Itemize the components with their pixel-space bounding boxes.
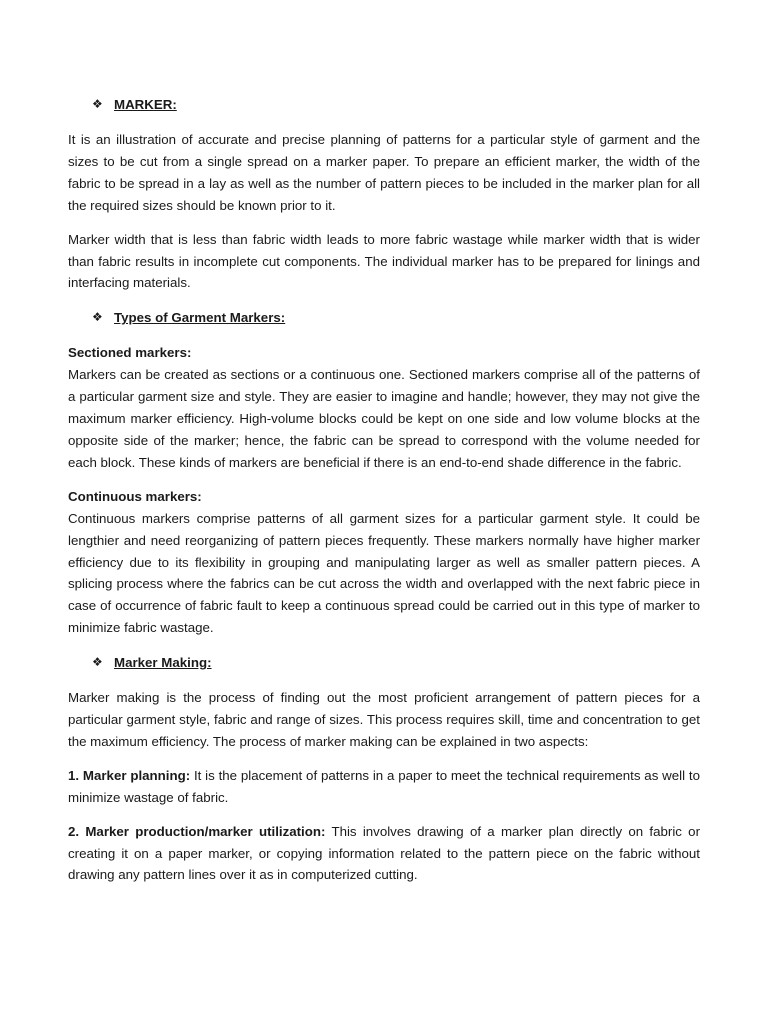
- item-text: It is the placement of patterns in a paper to meet the technical requirements as well to minimize wastage of fabric.: [68, 767, 700, 805]
- subheading-continuous: Continuous markers:: [68, 488, 202, 504]
- section-heading-making: [92, 652, 700, 674]
- heading-text: MARKER:: [114, 97, 177, 113]
- item-text: This involves drawing of a marker plan directly on fabric or creating it on a paper marker, or copying information related to the pattern piece on the fabric without drawing any pattern lines over it as in computerized cutting.: [68, 823, 700, 883]
- paragraph: Markers can be created as sections or a continuous one. Sectioned markers comprise all of the patterns of a particular garment size and style. They are easier to imagine and handle; however, they may not give the maximum marker efficiency. High-volume blocks could be kept on one side and low volume blocks at the opposite side of the marker; hence, the fabric can be spread to correspond with the volume needed for each block. These kinds of markers are beneficial if there is an end-to-end shade difference in the fabric.: [68, 367, 700, 470]
- diamond-bullet-icon: ❖: [92, 655, 103, 670]
- list-item-marker-production: [68, 821, 700, 887]
- item-title: 1. Marker planning:: [68, 767, 191, 783]
- paragraph: It is an illustration of accurate and precise planning of patterns for a particular style of garment and the sizes to be cut from a single spread on a marker paper. To prepare an efficient marker, the width of the fabric to be spread in a lay as well as the number of pattern pieces to be included in the marker plan for all the required sizes should be known prior to it.: [68, 132, 700, 213]
- heading-text: Types of Garment Markers:: [114, 310, 286, 326]
- item-title: 2. Marker production/marker utilization:: [68, 823, 326, 839]
- paragraph: Continuous markers comprise patterns of all garment sizes for a particular garment style. It could be lengthier and need reorganizing of pattern pieces frequently. These markers normally have higher marker efficiency due to its flexibility in grouping and manipulating larger as well as smaller pattern pieces. A splicing process where the fabrics can be cut across the width and overlapped with the next fabric piece in case of occurrence of fabric fault to keep a continuous spread could be carried out in this type of marker to minimize fabric wastage.: [68, 510, 700, 636]
- subheading-sectioned: Sectioned markers:: [68, 345, 192, 361]
- section-heading-types: [92, 307, 700, 329]
- paragraph: Marker width that is less than fabric width leads to more fabric wastage while marker width that is wider than fabric results in incomplete cut components. The individual marker has to be prepared for linings and interfacing materials.: [68, 231, 700, 291]
- heading-text: Marker Making:: [114, 655, 212, 671]
- paragraph: Marker making is the process of finding out the most proficient arrangement of pattern pieces for a particular garment style, fabric and range of sizes. This process requires skill, time and concentration to get the maximum efficiency. The process of marker making can be explained in two aspects:: [68, 690, 700, 749]
- section-heading-marker: [92, 94, 700, 116]
- list-item-marker-planning: [68, 765, 700, 809]
- diamond-bullet-icon: ❖: [92, 310, 103, 325]
- document-page: [68, 94, 700, 886]
- diamond-bullet-icon: ❖: [92, 97, 103, 112]
